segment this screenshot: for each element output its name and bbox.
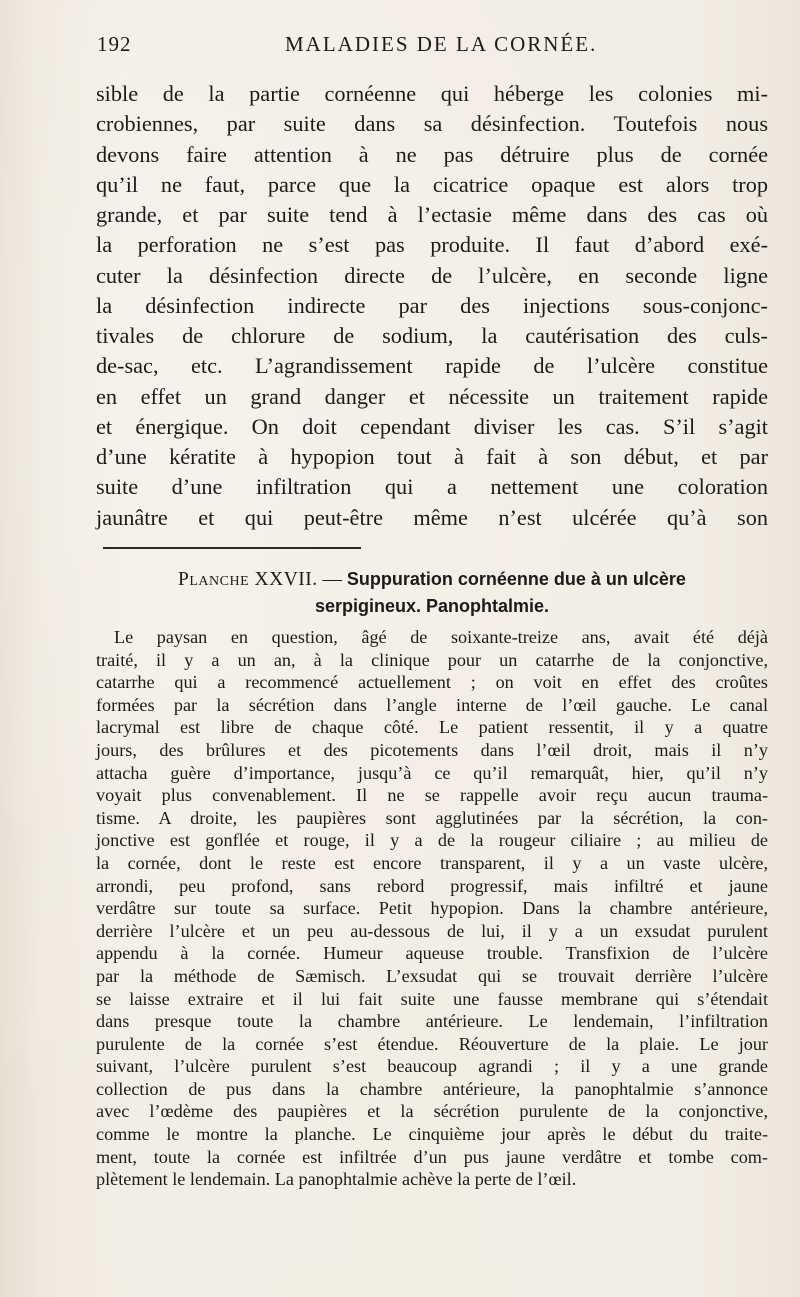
plate-caption: [96, 566, 768, 620]
page-header: [0, 28, 800, 64]
main-line: grande, et par suite tend à l’ectasie même dans des cas où: [96, 202, 768, 227]
main-line: cuter la désinfection directe de l’ulcère, en seconde ligne: [96, 262, 768, 288]
main-line: crobiennes, par suite dans sa désinfection. Toutefois nous: [96, 111, 768, 137]
main-line: d’une kératite à hypopion tout à fait à son début, et par: [96, 444, 768, 469]
main-line: suite d’une infiltration qui a nettement une coloration: [96, 474, 768, 500]
plate-line: attacha guère d’importance, jusqu’à ce qu’il remarquât, hier, qu’il n’y: [96, 762, 768, 783]
plate-line: derrière l’ulcère et un peu au-dessous de lui, il y a un exsudat purulent: [96, 920, 768, 941]
main-paragraph: [96, 79, 768, 533]
plate-line: purulente de la cornée s’est étendue. Réouverture de la plaie. Le jour: [96, 1033, 768, 1054]
caption-dash: —: [317, 569, 347, 590]
main-line: en effet un grand danger et nécessite un traitement rapide: [96, 383, 768, 409]
plate-caption-line-1: [96, 566, 768, 593]
main-line: de-sac, etc. L’agrandissement rapide de l’ulcère constitue: [96, 353, 768, 379]
main-line: tivales de chlorure de sodium, la cautérisation des culs-: [96, 323, 768, 348]
plate-line: verdâtre sur toute sa surface. Petit hypopion. Dans la chambre antérieure,: [96, 898, 768, 919]
plate-line: par la méthode de Sæmisch. L’exsudat qui se trouvait derrière l’ulcère: [96, 965, 768, 986]
plate-line: appendu à la cornée. Humeur aqueuse trouble. Transfixion de l’ulcère: [96, 943, 768, 964]
section-divider: [103, 547, 361, 549]
main-line: la perforation ne s’est pas produite. Il faut d’abord exé-: [96, 232, 768, 258]
plate-line: jonctive est gonflée et rouge, il y a de la rougeur ciliaire ; au milieu de: [96, 830, 768, 851]
plate-title-line-2: serpigineux. Panophtalmie.: [314, 596, 550, 616]
plate-line: catarrhe qui a recommencé actuellement ; on voit en effet des croûtes: [96, 672, 768, 693]
page-number: 192: [97, 32, 132, 56]
plate-line: traité, il y a un an, à la clinique pour un catarrhe de la conjonctive,: [96, 649, 768, 670]
plate-line: comme le montre la planche. Le cinquième jour après le début du traite-: [96, 1124, 768, 1145]
plate-line: arrondi, peu profond, sans rebord progressif, mais infiltré et jaune: [96, 875, 768, 896]
plate-title-line-1: Suppuration cornéenne due à un ulcère: [346, 569, 686, 589]
plate-line: ment, toute la cornée est infiltrée d’un pus jaune verdâtre et tombe com-: [96, 1146, 768, 1167]
main-line: la désinfection indirecte par des injections sous-conjonc-: [96, 292, 768, 318]
plate-line: tisme. A droite, les paupières sont agglutinées par la sécrétion, la con-: [96, 807, 768, 828]
main-line: jaunâtre et qui peut-être même n’est ulcérée qu’à son: [96, 504, 768, 530]
plate-line: voyait plus convenablement. Il ne se rappelle avoir reçu aucun trauma-: [96, 785, 768, 806]
plate-line: collection de pus dans la chambre antérieure, la panophtalmie s’annonce: [96, 1078, 768, 1099]
main-line: devons faire attention à ne pas détruire plus de cornée: [96, 141, 768, 167]
main-line: qu’il ne faut, parce que la cicatrice opaque est alors trop: [96, 171, 768, 197]
main-line: sible de la partie cornéenne qui héberge les colonies mi-: [96, 81, 768, 106]
plate-line: lacrymal est libre de chaque côté. Le patient ressentit, il y a quatre: [96, 717, 768, 738]
plate-line: Le paysan en question, âgé de soixante-treize ans, avait été déjà: [114, 627, 768, 647]
plate-line: jours, des brûlures et des picotements dans l’œil droit, mais il n’y: [96, 739, 768, 760]
main-line: et énergique. On doit cependant diviser les cas. S’il s’agit: [96, 413, 768, 439]
running-head: MALADIES DE LA CORNÉE.: [285, 32, 598, 56]
plate-description: [96, 626, 768, 1191]
plate-line: se laisse extraire et il lui fait suite une fausse membrane qui s’étendait: [96, 988, 768, 1009]
plate-line: suivant, l’ulcère purulent s’est beaucoup agrandi ; il y a une grande: [96, 1056, 768, 1077]
plate-line: avec l’œdème des paupières et la sécrétion purulente de la conjonctive,: [96, 1101, 768, 1122]
plate-line: plètement le lendemain. La panophtalmie achève la perte de l’œil.: [96, 1169, 577, 1190]
plate-label: Planche XXVII.: [178, 569, 318, 590]
plate-line: dans presque toute la chambre antérieure. Le lendemain, l’infiltration: [96, 1011, 768, 1032]
plate-line: la cornée, dont le reste est encore transparent, il y a un vaste ulcère,: [96, 852, 768, 873]
plate-line: formées par la sécrétion dans l’angle interne de l’œil gauche. Le canal: [96, 694, 768, 715]
